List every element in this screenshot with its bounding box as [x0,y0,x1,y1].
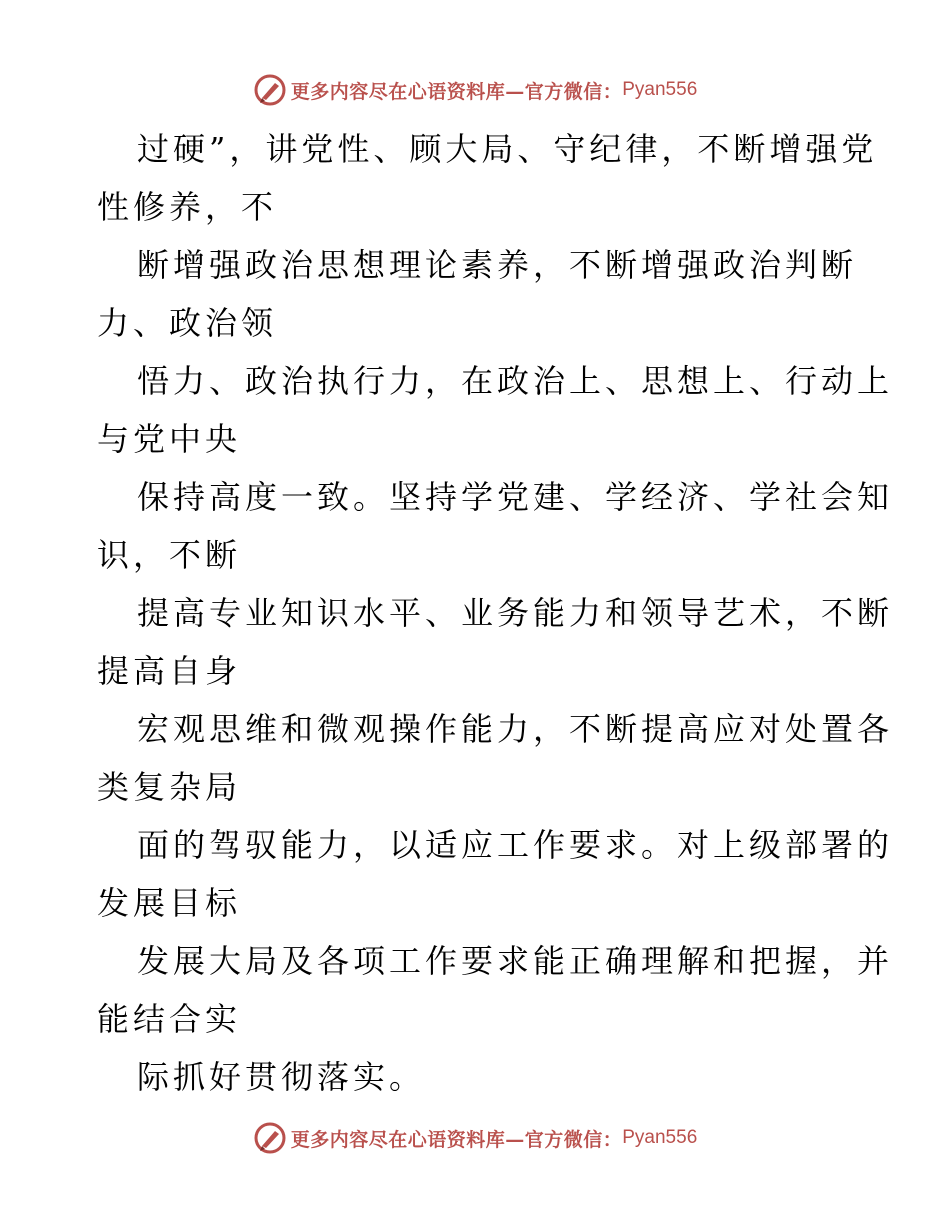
banner-text: 更多内容尽在心语资料库—官方微信： [290,1128,623,1151]
footer-watermark-banner [0,1118,950,1158]
document-body [97,120,894,1106]
text-line: 悟力、政治执行力，在政治上、思想上、行动上 [137,362,894,400]
text-line: 保持高度一致。坚持学党建、学经济、学社会知 [137,478,894,516]
text-line: 能结合实 [97,1000,242,1038]
text-line: 发展目标 [97,884,242,922]
text-line: 面的驾驭能力，以适应工作要求。对上级部署的 [137,826,894,864]
text-line: 际抓好贯彻落实。 [137,1058,426,1096]
text-line: 提高专业知识水平、业务能力和领导艺术，不断 [137,594,894,632]
text-line: 提高自身 [97,652,242,690]
text-line: 识，不断 [97,536,242,574]
pen-logo-icon [253,1121,287,1155]
banner-wechat-id: Pyan556 [622,1127,698,1148]
text-line: 性修养，不 [97,188,278,226]
text-line: 与党中央 [97,420,242,458]
banner-wechat-id: Pyan556 [622,79,698,100]
text-line: 断增强政治思想理论素养，不断增强政治判断 [137,246,858,284]
text-line: 力、政治领 [97,304,278,342]
text-line: 宏观思维和微观操作能力，不断提高应对处置各 [137,710,894,748]
banner-text: 更多内容尽在心语资料库—官方微信： [290,80,623,103]
header-watermark-banner [0,70,950,110]
pen-logo-icon [253,73,287,107]
text-line: 发展大局及各项工作要求能正确理解和把握，并 [137,942,894,980]
text-line: 类复杂局 [97,768,242,806]
text-line: 过硬”，讲党性、顾大局、守纪律，不断增强党 [137,130,878,168]
